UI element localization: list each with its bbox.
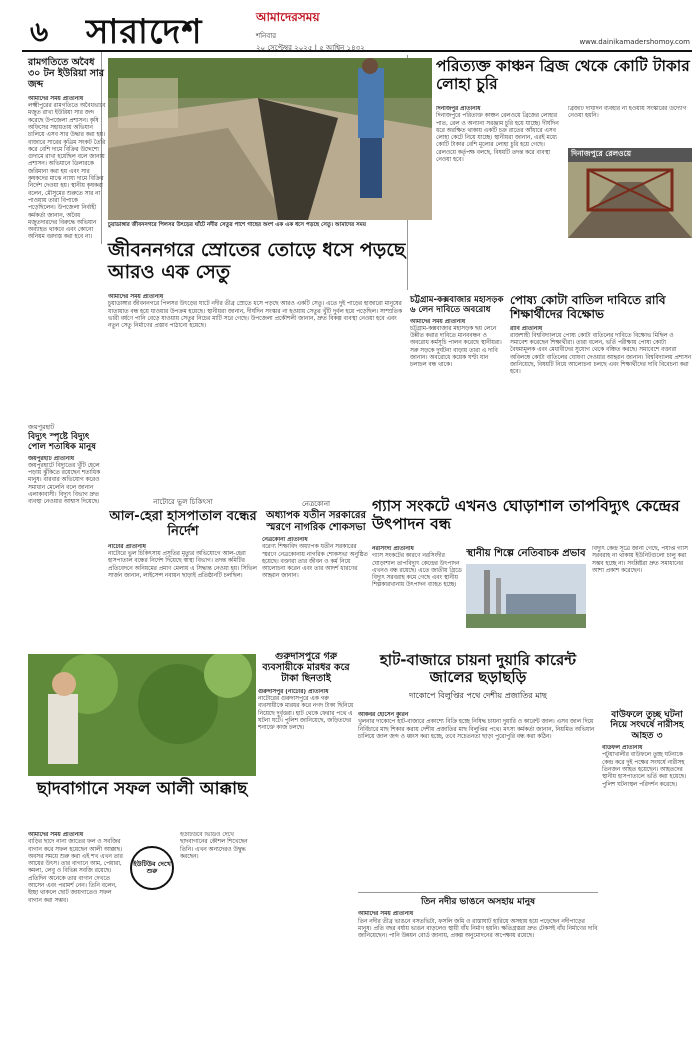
story-body: রাবি প্রতিনিধি রাজশাহী বিশ্ববিদ্যালয়ে পোষ্য কোটা বাতিলের দাবিতে বিক্ষোভ মিছিল ও সমাবেশ করেছেন শিক্ষার্থীরা। তারা বলেন, ভর্তি পরীক্ষায় পোষ্য কোটা বৈষম্যমূলক এবং মেধাবীদের সুযোগ থেকে বঞ্চিত করছে। সমাবেশে বক্তারা অবিলম্বে কোটা বাতিলের ঘোষণা দেওয়ার আহ্বান জানান। বিশ্ববিদ্যালয় প্রশাসন জানিয়েছে, বিষয়টি নিয়ে আলোচনা চলছে এবং শিক্ষার্থীদের দাবি বিবেচনা করা হবে। [510,325,692,376]
bridge-collapse-photo [108,58,432,220]
story-body: জয়পুরহাট প্রতিনিধি জয়পুরহাটে বিদ্যুতের খুঁটি হেলে পড়ায় ঝুঁকিতে রয়েছেন শতাধিক মানুষ। বারবার অভিযোগ করেও সমাধান মেলেনি বলে জানান এলাকাবাসী। বিদ্যুৎ বিভাগ দ্রুত ব্যবস্থা নেওয়ার আশ্বাস দিয়েছে। [28,455,101,506]
story-baukol [602,710,692,995]
story-chadbagan [28,780,256,800]
website-url[interactable]: www.dainikamadershomoy.com [579,38,690,46]
power-plant-photo [466,564,586,628]
headline: বাউফলে তুচ্ছ ঘটনা নিয়ে সংঘর্ষে নারীসহ আহত ৩ [610,710,684,741]
subheadline: দাকোপে বিলুপ্তির পথে দেশীয় প্রজাতির মাছ [409,690,547,700]
headline: তিন নদীর ভাঙনে অসহায় মানুষ [420,897,536,907]
headline: জীবননগরে স্রোতের তোড়ে ধসে পড়ছে আরও এক সেতু [108,239,406,283]
headline: গুরুদাসপুরে গরু ব্যবসায়ীকে মারধর করে টাকা ছিনতাই [262,651,350,684]
section-title: সারাদেশ [86,12,203,52]
story-body: নেত্রকোনা প্রতিনিধি বরেণ্য শিক্ষাবিদ অধ্যাপক যতীন সরকারের স্মরণে নেত্রকোনায় নাগরিক শোকসভা অনুষ্ঠিত হয়েছে। বক্তারা তার জীবন ও কর্ম নিয়ে আলোচনা করেন এবং তার আদর্শ ধারণের আহ্বান জানান। [262,537,368,580]
story-netrokona: নেত্রকোনা অধ্যাপক যতীন সরকারের স্মরণে নাগরিক শোকসভা নেত্রকোনা প্রতিনিধি বরেণ্য শিক্ষাবিদ অধ্যাপক যতীন সরকারের স্মরণে নেত্রকোনায় নাগরিক শোকসভা অনুষ্ঠিত হয়েছে। বক্তারা তার জীবন ও কর্ম নিয়ে আলোচনা করেন এবং তার আদর্শ ধারণের আহ্বান জানান। [262,498,370,687]
newspaper-logo: আমাদেরসময় [256,10,320,24]
story-gas-body-2: বিদ্যুৎ কেন্দ্র সূত্রে জানা গেছে, পর্যাপ্ত গ্যাস সরবরাহ না থাকায় ইউনিটগুলো চালু করা সম্ভব হচ্ছে না। সংশ্লিষ্টরা দ্রুত সমাধানের আশা প্রকাশ করেছেন। [592,546,688,574]
headline: আল-হেরা হাসপাতাল বন্ধের নির্দেশ [109,509,257,539]
story-rangamati [28,58,106,396]
headline: গ্যাস সংকটে এখনও ঘোড়াশাল তাপবিদ্যুৎ কেন্দ্রের উৎপাদন বন্ধ [372,497,680,533]
story-body: বাউফল প্রতিনিধি পটুয়াখালীর বাউফলে তুচ্ছ ঘটনাকে কেন্দ্র করে দুই পক্ষের সংঘর্ষে নারীসহ তিনজন আহত হয়েছেন। আহতদের স্থানীয় হাসপাতালে ভর্তি করা হয়েছে। পুলিশ ঘটনাস্থল পরিদর্শন করেছে। [602,745,687,788]
railway-bridge-inset: দিনাজপুরে রেলওয়ে [568,148,692,236]
story-jibannagar [108,240,408,284]
story-kanchan-body: দিনাজপুর প্রতিনিধি দিনাজপুরে পরিত্যক্ত কাঞ্চন রেলওয়ে ব্রিজের লোহার পাত, রেল ও অন্যান্য সরঞ্জাম চুরি হয়ে যাচ্ছে। দীর্ঘদিন ধরে অরক্ষিত থাকায় একটি চক্র রাতের আঁধারে এসব লোহা কেটে নিয়ে যাচ্ছে। স্থানীয়রা জানান, এরই মধ্যে কোটি টাকার বেশি মূল্যের লোহা চুরি হয়ে গেছে। রেলওয়ে কর্তৃপক্ষ বলছে, বিষয়টি তদন্ত করে ব্যবস্থা নেওয়া হবে। [436,106,559,164]
rooftop-garden-photo [28,654,256,776]
story-body: আমাদের সময় প্রতিনিধি লক্ষ্মীপুরের রামগতিতে অবৈধভাবে মজুত রাখা ইউরিয়া সার জব্দ করেছে উপজেলা প্রশাসন। কৃষি অফিসের সহায়তায় অভিযান চালিয়ে এসব সার উদ্ধার করা হয়। বাজারে সারের কৃত্রিম সংকট তৈরি করে বেশি দামে বিক্রির উদ্দেশ্যে গুদামে রাখা হয়েছিল বলে জানায় প্রশাসন। অভিযানে ডিলারকে জরিমানা করা হয় এবং সার কৃষকদের মাঝে ন্যায্য দামে বিক্রির নির্দেশ দেওয়া হয়। স্থানীয় কৃষকরা বলেন, মৌসুমের শুরুতে সার না পাওয়ায় তারা বিপাকে পড়েছিলেন। উপজেলা নির্বাহী কর্মকর্তা জানান, অবৈধ মজুতদারদের বিরুদ্ধে অভিযান অব্যাহত থাকবে এবং কোনো অনিয়ম বরদাস্ত করা হবে না। [28,95,106,241]
railway-bridge-photo [568,162,692,238]
story-jibannagar-body: আমাদের সময় প্রতিনিধি চুয়াডাঙ্গার জীবননগরে পিলসর উৎড়ের ঘাটে নদীর তীব্র স্রোতে ধসে পড়ছে আরও একটি সেতু। এতে দুই পাড়ের হাজারো মানুষের যাতায়াত বন্ধ হয়ে যাওয়ার উপক্রম হয়েছে। স্থানীয়রা জানান, দীর্ঘদিন সংস্কার না হওয়ায় সেতুর খুঁটি দুর্বল হয়ে পড়েছিল। সাম্প্রতিক ভারী বর্ষণে পানি বেড়ে যাওয়ায় সেতুর নিচের মাটি সরে গেছে। উপজেলা প্রকৌশলী জানান, দ্রুত বিকল্প ব্যবস্থা নেওয়া হবে এবং নতুন সেতু নির্মাণের প্রস্তাব পাঠানো হয়েছে। [108,294,403,330]
headline: রামগতিতে অবৈধ ৩০ টন ইউরিয়া সার জব্দ [28,57,105,90]
headline: পোষ্য কোটা বাতিল দাবিতে রাবি শিক্ষার্থীদের বিক্ষোভ [510,293,666,321]
headline: বিদ্যুৎ স্পৃষ্টে বিদ্যুৎ পোল শতাধিক মানুষ [28,432,96,452]
story-bidyut: জয়পুরহাট বিদ্যুৎ স্পৃষ্টে বিদ্যুৎ পোল শতাধিক মানুষ জয়পুরহাট প্রতিনিধি জয়পুরহাটে বিদ্যুতের খুঁটি হেলে পড়ায় ঝুঁকিতে রয়েছেন শতাধিক মানুষ। বারবার অভিযোগ করেও সমাধান মেলেনি বলে জানান এলাকাবাসী। বিদ্যুৎ বিভাগ দ্রুত ব্যবস্থা নেওয়ার আশ্বাস দিয়েছে। [28,422,106,606]
headline: অধ্যাপক যতীন সরকারের স্মরণে নাগরিক শোকসভা [266,510,366,533]
story-kanchan-body-2: ব্রিজটি দীর্ঘদিন ব্যবহার না হওয়ায় সংস্কারের উদ্যোগ নেওয়া হয়নি। [568,106,687,120]
story-gas-body: নরসিংদী প্রতিনিধি গ্যাস সংকটের কারণে নরসিংদীর ঘোড়াশাল তাপবিদ্যুৎ কেন্দ্রের উৎপাদন এখনও বন্ধ রয়েছে। এতে জাতীয় গ্রিডে বিদ্যুৎ সরবরাহ কমে গেছে এবং স্থানীয় শিল্পকারখানায় উৎপাদন ব্যাহত হচ্ছে। [372,546,462,589]
story-haat-body: আকবর হোসেন কুরিন খুলনার দাকোপে হাট-বাজারে প্রকাশ্যে বিক্রি হচ্ছে নিষিদ্ধ চায়না দুয়ারি ও কারেন্ট জাল। এসব জাল দিয়ে নির্বিচারে মাছ শিকার করায় দেশীয় প্রজাতির মাছ বিলুপ্তির পথে। মৎস্য কর্মকর্তা জানান, নিয়মিত অভিযান চালিয়ে জাল জব্দ ও ধ্বংস করা হচ্ছে, তবে সচেতনতা ছাড়া পুরোপুরি বন্ধ করা কঠিন। [358,712,595,740]
story-haat [358,652,598,703]
story-nodi [358,892,598,1045]
story-chattogram [410,296,506,449]
gas-inset [466,548,586,632]
story-gas [372,498,692,534]
headline: পরিত্যক্ত কাঞ্চন ব্রিজ থেকে কোটি টাকার লোহা চুরি [436,57,690,93]
story-gorubyabsayi [258,652,354,889]
story-hospital: নাটোরে ভুল চিকিৎসা আল-হেরা হাসপাতাল বন্ধের নির্দেশ নাটোর প্রতিনিধি নাটোরে ভুল চিকিৎসায় প্রসূতির মৃত্যুর অভিযোগে আল-হেরা হাসপাতাল বন্ধের নির্দেশ দিয়েছে স্বাস্থ্য বিভাগ। তদন্ত কমিটির প্রতিবেদনে অনিয়মের প্রমাণ মেলায় এ সিদ্ধান্ত নেওয়া হয়। সিভিল সার্জন জানান, লাইসেন্স নবায়ন ছাড়াই প্রতিষ্ঠানটি চলছিল। [108,496,258,636]
story-chadbagan-body: আমাদের সময় প্রতিনিধি বাড়ির ছাদে নানা জাতের ফল ও সবজির বাগান করে সফল হয়েছেন আলী আক্কাছ। অবসর সময়ে শুরু করা এই শখ এখন তার আয়ের উৎস। তার বাগানে আম, পেয়ারা, কমলা, লেবু ও বিভিন্ন সবজি রয়েছে। প্রতিদিন অনেকে তার বাগান দেখতে আসেন এবং পরামর্শ নেন। তিনি বলেন, ইচ্ছা থাকলে ছোট জায়গাতেও সফল বাগান করা সম্ভব। [28,832,123,904]
story-rabi [510,294,692,450]
inset-headline: স্থানীয় শিল্পে নেতিবাচক প্রভাব [466,548,586,559]
story-body: আমাদের সময় প্রতিনিধি চট্টগ্রাম-কক্সবাজার মহাসড়ক ছয় লেনে উন্নীত করার দাবিতে মানববন্ধন ও অবরোধ কর্মসূচি পালন করেছে স্থানীয়রা। সরু সড়কে দুর্ঘটনা বাড়ায় তারা এ দাবি জানান। অবরোধে কয়েক ঘণ্টা যান চলাচল বন্ধ থাকে। [410,318,502,369]
story-body: নাটোর প্রতিনিধি নাটোরে ভুল চিকিৎসায় প্রসূতির মৃত্যুর অভিযোগে আল-হেরা হাসপাতাল বন্ধের নির্দেশ দিয়েছে স্বাস্থ্য বিভাগ। তদন্ত কমিটির প্রতিবেদনে অনিয়মের প্রমাণ মেলায় এ সিদ্ধান্ত নেওয়া হয়। সিভিল সার্জন জানান, লাইসেন্স নবায়ন ছাড়াই প্রতিষ্ঠানটি চলছিল। [108,543,257,580]
story-body: আমাদের সময় প্রতিনিধি তিন নদীর তীব্র ভাঙনে বসতভিটা, ফসলি জমি ও রাস্তাঘাট হারিয়ে অসহায় হয়ে পড়েছেন নদীপাড়ের মানুষ। প্রতি বছর বর্ষায় ভাঙন বাড়লেও স্থায়ী বাঁধ নির্মাণ হয়নি। ক্ষতিগ্রস্তরা দ্রুত টেকসই বাঁধ নির্মাণের দাবি জানিয়েছেন। পানি উন্নয়ন বোর্ড জানায়, প্রকল্প অনুমোদনের অপেক্ষায় রয়েছে। [358,911,598,940]
page-number: ৬ [30,15,49,48]
dateline: শনিবার ২০ সেপ্টেম্বর ২০২৫ | ৫ আশ্বিন ১৪৩২ [256,32,365,52]
story-body: গুরুদাসপুর (নাটোর) প্রতিনিধি নাটোরের গুরুদাসপুরে এক গরু ব্যবসায়ীকে মারধর করে নগদ টাকা ছিনিয়ে নিয়েছে দুর্বৃত্তরা। হাট থেকে ফেরার পথে এ ঘটনা ঘটে। পুলিশ জানিয়েছে, জড়িতদের শনাক্তে কাজ চলছে। [258,688,354,732]
photo-caption: চুয়াডাঙ্গার জীবননগরে পিলসর উৎড়ের ঘাঁটে নদীর সেতুর পাশে গাছের অংশ এক এক ধসে পড়ছে সেতু। আমাদের সময় [108,222,366,228]
headline: চট্টগ্রাম-কক্সবাজার মহাসড়ক ৬ লেন দাবিতে অবরোধ [410,295,504,315]
headline: হাট-বাজারে চায়না দুয়ারি কারেন্ট জালের ছড়াছড়ি [379,651,577,687]
story-chadbagan-body-2: ইউটিউবে ভিডিও দেখে ছাদবাগানের কৌশল শিখেছেন তিনি। এখন অন্যদেরও উদ্বুদ্ধ করছেন। [180,832,248,860]
headline: ছাদবাগানে সফল আলী আক্কাছ [36,779,248,799]
story-kanchan [436,58,692,94]
masthead-rule [22,50,692,52]
youtube-callout: ইউটিউব দেখে শুরু [130,846,174,890]
